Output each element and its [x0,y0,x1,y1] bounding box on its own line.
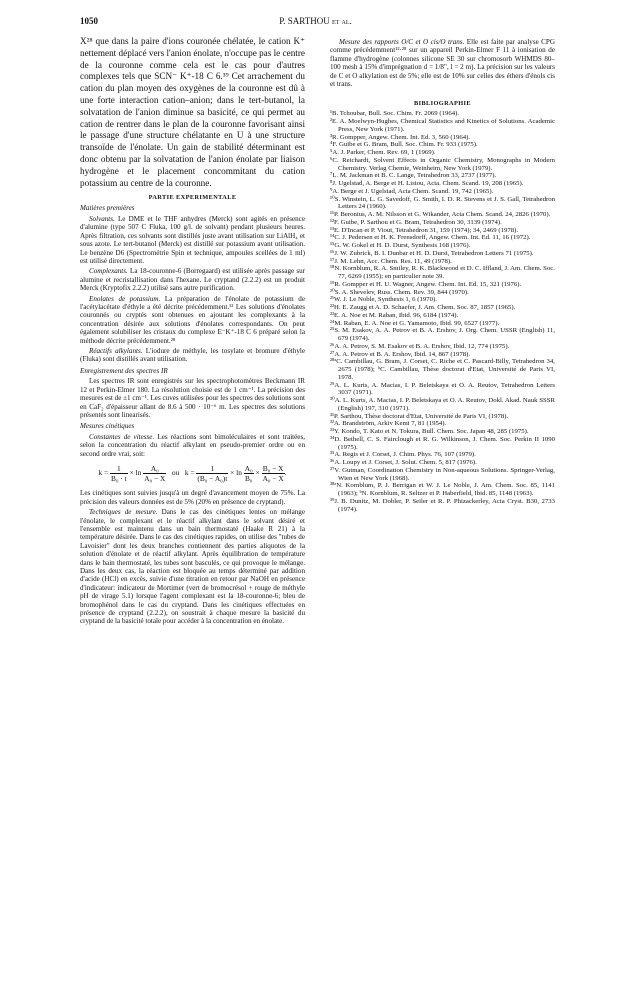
reference-item: ²⁰S. A. Shevelev, Russ. Chem. Rev. 39, 844 (1970). [330,288,469,296]
reference-item: ³R. Gompper, Angew. Chem. Int. Ed. 3, 560 (1964). [330,133,471,141]
reference-item: ¹⁵G. W. Gokel et H. D. Durst, Synthesis 168 (1976). [330,242,471,250]
reference-item: ²²H. E. Zaugg et A. D. Schaefer, J. Am. Chem. Soc. 87, 1857 (1965). [330,304,516,312]
reference-item: ¹⁶J. W. Zubrick, B. I. Dunbar et H. D. Durst, Tetrahedron Letters 71 (1975). [330,249,534,257]
reference-item: ⁵A. J. Parker, Chem. Rev. 69, 1 (1969). [330,149,436,157]
paragraph-reagents [80,347,305,364]
reference-item: ²⁸ᵃC. Cambillau, G. Bram, J. Corset, C. Riche et C. Pascard-Billy, Tetrahedron 34, 2675 (1978); ᵇC. Cambillau, Thèse doctorat d'Etat, Université de Paris VI, 1978. [330,358,555,381]
label-enolates: Enolates de potassium. [89,294,161,303]
subheading-kinetics: Mesures cinétiques [80,422,135,431]
reference-item: ⁸J. Ugelstad, A. Berge et H. Listou, Acta. Chem. Scand. 19, 208 (1965). [330,180,524,188]
reference-item: ²⁵S. M. Esakov, A. A. Petrov et B. A. Ershov, J. Org. Chem. USSR (English) 11, 679 (1974). [330,327,555,343]
reference-item: ⁶C. Reichardt, Solvent Effects in Organic Chemistry, Monographs in Modern Chemistry. Verlag Chemie, Weinheim, New York (1979). [330,156,555,172]
reference-item: ²¹W. J. Le Noble, Synthesis 1, 6 (1970). [330,296,437,304]
text-reagents: L'iodure de méthyle, les tosylate et bromure d'éthyle (Fluka) sont distillés avant utilisation. [80,347,305,364]
reference-item: ³⁵A. Regis et J. Corset, J. Chim. Phys. 76, 107 (1979). [330,451,476,459]
label-rate-constants: Constantes de vitesse. [89,433,155,442]
subheading-materials: Matières premières [80,204,135,213]
label-reagents: Réactifs alkylants. [89,347,143,356]
label-techniques: Techniques de mesure. [89,508,158,517]
experimental-heading: PARTIE EXPERIMENTALE [148,194,237,202]
text-complexants: La 18-couronne-6 (Borregaard) est utilisée après passage sur alumine et recristallisation dans l'hexane. Le cryptand (2.2.2) est un produit Merck (Kryptofix 2.2.2) utilisé sans autre purification. [80,267,305,293]
rate-equation: k = $\frac{1}{\text{B₀ · t}}$ × ln $\frac{\text{A₀}}{\text{A₀ − X}}$ ou k = $\frac{1}{\text{(B₀ − A₀)t}}$ × ln $\frac{\text{A₀}}{\text{B₀}}$ × $\frac{\text{B₀ − X}}{\text{A₀ − X}}$ . [98,464,287,484]
reference-item: ¹⁷J. M. Lehn, Acc. Chem. Res. 11, 49 (1978). [330,257,452,265]
page-header [80,16,551,30]
reference-item: ²⁹A. L. Kurts, A. Macias, I. P. Beletskaya et O. A. Reutov, Tetrahedron Letters 3037 (1971). [330,381,555,397]
reference-item: ¹¹P. Beronius, A. M. Nilsson et G. Wikander, Acta Chem. Scand. 24, 2826 (1970). [330,211,551,219]
reference-item: ¹B. Tchoubar, Bull. Soc. Chim. Fr. 2069 (1964). [330,110,460,118]
paragraph-enolates [80,295,305,345]
paragraph-kinetics-precision: Les cinétiques sont suivies jusqu'à un degré d'avancement moyen de 75%. La précision des valeurs données est de 5% (20% en présence de cryptand). [80,489,305,506]
reference-item: ¹²F. Guibe, P. Sarthou et G. Bram, Tetrahedron 30, 3139 (1974). [330,218,502,226]
label-solvents: Solvants. [89,214,115,223]
reference-item: ³⁹J. B. Dunitz, M. Dobler, P. Seiler et R. P. Phizackerley, Acta Cryst. B30, 2733 (1974). [330,497,555,513]
reference-item: ²³E. A. Noe et M. Raban, Ibid. 96, 6184 (1974). [330,311,459,319]
text-techniques: Dans le cas des cinétiques lentes on mélange l'énolate, le complexant et le réactif alkylant dans le solvant désiré et l'ensemble est maintenu dans un bain thermostaté (Haake R 21) à la température désirée. Dans le cas des cinétiques rapides, on utilise des "tubes de Lavoisier" dont les deux branches contiennent des parties aliquotes de la solution d'énolate et de réactif alkylant. Après équilibration de température dans le bain thermostaté, les tubes sont basculés, ce qui provoque le mélange. Dans les deux cas, la réaction est bloquée au temps déterminé par addition d'acide (HCl) en excès, suivie d'une titration en retour par NaOH en présence d'indicateur: indicateur de Mortimer (vert de bromocrésol + rouge de méthyle pH de virage 5.1) lorsque l'agent complexant est la 18-couronne-6; bleu de bromophénol dans le cas du cryptand. Dans les cinétiques effectuées en présence de cryptand (2.2.2), on soustrait à chaque mesure la basicité du cryptand de la basicité totale pour accéder à la concentration en énolate. [80,508,306,626]
reference-item: ³⁶A. Loupy et J. Corset, J. Solut. Chem. 5, 817 (1976). [330,459,477,467]
reference-item: ¹⁴C. J. Pedersen et H. K. Frensdorff, Angew. Chem. Int. Ed. 11, 16 (1972). [330,234,531,242]
reference-item: ²⁴M. Raban, E. A. Noe et G. Yamamoto, Ibid. 99, 6527 (1977). [330,319,500,327]
running-head: P. SARTHOU et al. [279,16,352,26]
paragraph-rate-constants [80,433,305,458]
reference-item: ³³Y. Kondo, T. Kato et N. Tokura, Bull. Chem. Soc. Japan 48, 285 (1975). [330,428,529,436]
label-ratio-measurement: Mesure des rapports O/C et O cis/O trans. [339,38,465,46]
paragraph-ir: Les spectres IR sont enregistrés sur les spectrophotomètres Beckmann IR 12 et Perkin-Elmer 180. La résolution choisie est de 1 cm⁻¹. La précision des mesures est de ±1 cm⁻¹. Les cuves utilisées pour les spectres des solutions sont en CaF₂ d'épaisseur allant de 8.6 à 500 · 10⁻⁶ m. Les spectres des solutions présentés sont linearisés. [80,377,305,420]
text-rate-constants: Les réactions sont bimoléculaires et sont traitées, selon la concentration du réactif alkylant en pseudo-premier ordre ou en second ordre vrai, soit: [80,433,305,458]
text-enolates: La préparation de l'énolate de potassium de l'acétylacétate d'éthyle a été décrite précédemment.¹² Les solutions d'énolates couronnés ou cryptés sont obtenues en ajoutant les complexants à la concentration désirée aux solutions d'énolates correspondants. On peut également solubiliser les cristaux du complexe E⁻K⁺-18 C 6 préparé selon la méthode décrite précédemment.²⁸ [80,294,305,345]
reference-item: ³⁴D. Bethell, C. S. Fairclough et R. G. Wilkinson, J. Chem. Soc. Perkin II 1090 (1975). [330,435,555,451]
reference-item: ⁷L. M. Jackman et B. C. Lange, Tetrahedron 33, 2737 (1977). [330,172,497,180]
right-column [330,36,555,513]
reference-item: ³⁸ᵃN. Kornblum, P. J. Berrigan et W. J. Le Noble, J. Am. Chem. Soc. 85, 1141 (1963); ᵇN. Kornblum, R. Seltzer et P. Haberfield, Ibid. 85, 1148 (1963). [330,482,555,498]
intro-paragraph: X²⁸ que dans la paire d'ions couronée chélatée, le cation K⁺ nettement déplacé vers l'anion énolate, n'occupe pas le centre de la couronne comme cela est le cas pour d'autres complexes tels que SCN⁻ K⁺-18 C 6.³⁹ Cet arrachement du cation du plan moyen des oxygènes de la couronne est dû à une forte interaction cation–anion; dans le tert-butanol, la solvatation de l'anion diminue sa basicité, ce qui permet au cation de rentrer dans le plan de la couronne favorisant ainsi le passage d'une structure chélatante en U à une structure transoïde de l'énolate. Un gain de stabilité déterminant est donc obtenu par la solvatation de l'anion énolate par liaison hydrogène et le placement concommitant du cation potassium au centre de la couronne. [80,36,305,188]
reference-item: ²⁶A. A. Petrov, S. M. Esakov et B. A. Ershov, Ibid. 12, 774 (1975). [330,342,510,350]
reference-list [330,110,555,513]
reference-item: ¹⁰S. Winstein, L. G. Savedoff, G. Smith, I. D. R. Stevens et J. S. Gall, Tetrahedron Letters 24 (1960). [330,195,555,211]
text-solvents: Le DME et le THF anhydres (Merck) sont agités en présence d'alumine (type 507 C Fluka, 100 g/l. de solvant) pendant plusieurs heures. Après filtration, ces solvants sont distillés juste avant utilisation sur LiAlH₄ et sous azote. Le tert-butanol (Merck) est distillé sur potassium avant utilisation. Le benzène D6 (Spectrométrie Spin et technique, ampoules scellées de 1 ml) est utilisé directement. [80,214,305,265]
subheading-ir: Enregistrement des spectres IR [80,366,168,375]
paragraph-ratio-measurement [330,38,555,88]
paragraph-solvents [80,215,305,265]
reference-item: ²E. A. Moelwyn-Hughes, Chemical Statistics and Kinetics of Solutions. Academic Press, New York (1971). [330,118,555,133]
page-number: 1050 [80,16,98,26]
reference-item: ³²A. Brandström, Arkiv Kemi 7, 81 (1954). [330,420,447,428]
label-complexants: Complexants. [89,267,128,276]
reference-item: ¹³E. D'Incan et P. Viout, Tetrahedron 31, 159 (1974); 34, 2469 (1978). [330,226,519,234]
reference-item: ²⁷A. A. Petrov et B. A. Ershov, Ibid. 14, 867 (1978). [330,350,471,358]
text-ratio-measurement: Elle est faite par analyse CPG comme précédemment¹²·²⁸ sur un appareil Perkin-Elmer F 11 à ionisation de flamme d'hydrogène (colonnes silicone SE 30 sur chromosorb WHMDS 80–100 mesh à 15% d'imprégnation d = 1/8", l = 2 m). La précision sur les valeurs de C et O alkylation est de 5%; elle est de 10% sur celles des éthers d'énols cis et trans. [330,38,555,89]
paragraph-complexants [80,267,305,292]
reference-item: ¹⁹R. Gompper et H. U. Wagner, Angew. Chem. Int. Ed. 15, 321 (1976). [330,280,522,288]
reference-item: ³¹P. Sarthou, Thèse doctorat d'Etat, Université de Paris VI, (1978). [330,412,509,420]
reference-item: ³⁷V. Gutman, Coordination Chemistry in Non-aqueous Solutions. Springer-Verlag, Wien et New York (1968). [330,466,555,482]
left-column [80,36,305,626]
reference-item: ³⁰A. L. Kurts, A. Macias, I. P. Beletskaya et O. A. Reutov, Dokl. Akad. Nauk SSSR (English) 197, 310 (1971). [330,397,555,412]
bibliography-heading: BIBLIOGRAPHIE [414,100,471,108]
reference-item: ⁴F. Guibe et G. Bram, Bull. Soc. Chim. Fr. 933 (1975). [330,141,478,149]
reference-item: ⁹A. Berge et J. Ugelstad, Acta Chem. Scand. 19, 742 (1965). [330,187,494,195]
paragraph-techniques [80,508,305,626]
reference-item: ¹⁸N. Kornblum, R. A. Smiley, R. K. Blackwood et D. C. Iffland, J. Am. Chem. Soc. 77, 6269 (1955); en particulier note 39. [330,265,555,281]
